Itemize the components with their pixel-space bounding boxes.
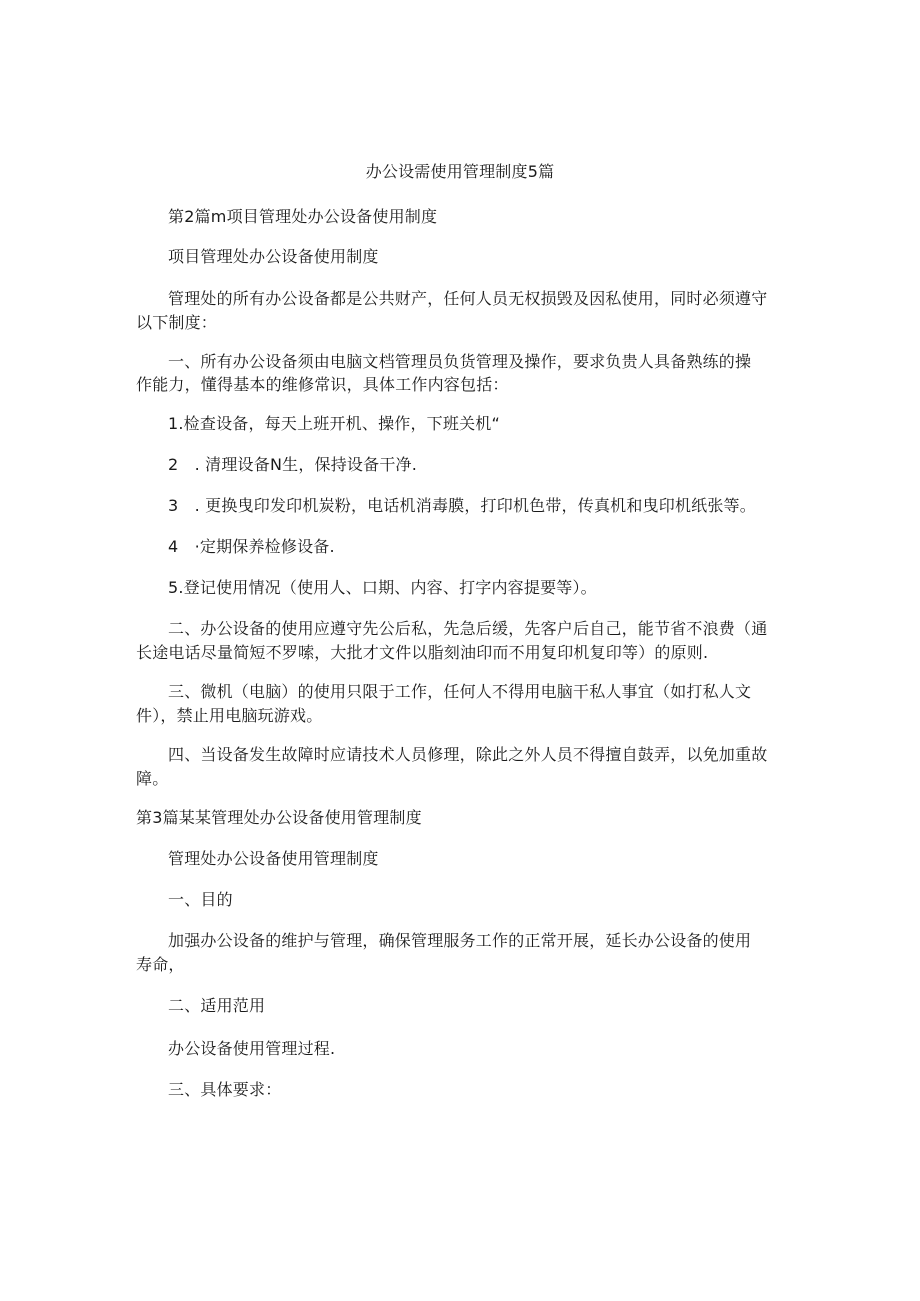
scope-heading: 二、适用范用 [168,996,266,1015]
sub-item-3: 3 . 更换曳印发印机炭粉，电话机消毒膜，打印机色带，传真机和曳印机纸张等。 [168,496,756,515]
item-2-line-1: 二、办公设备的使用应遵守先公后私，先急后缓，先客户后自己，能节省不浪费（通 [168,619,768,638]
item-3-line-2: 件），禁止用电脑玩游戏。 [136,706,323,725]
sub-item-5: 5.登记使用情况（使用人、口期、内容、打字内容提要等）。 [168,578,597,597]
purpose-line-2: 寿命， [136,955,185,974]
item-4-line-2: 障。 [136,769,169,788]
section-2-intro-line-2: 以下制度： [136,313,218,332]
sub-item-1: 1.检查设备，每天上班开机、操作，下班关机“ [168,414,500,433]
sub-item-2: 2 . 清理设备N生，保持设备干净. [168,455,418,474]
scope-text: 办公设备使用管理过程. [168,1039,336,1058]
section-3-subtitle: 管理处办公设备使用管理制度 [168,849,379,868]
purpose-line-1: 加强办公设备的维护与管理，确保管理服务工作的正常开展，延长办公设备的使用 [168,931,752,950]
sub-item-4: 4 ·定期保养检修设备. [168,537,335,556]
section-2-intro-line-1: 管理处的所有办公设备都是公共财产，任何人员无权损毁及因私使用，同时必须遵守 [168,289,768,308]
document-title: 办公设需使用管理制度5篇 [365,162,555,181]
item-1-line-2: 作能力，懂得基本的维修常识，具体工作内容包括： [136,375,509,394]
item-3-line-1: 三、微机（电脑）的使用只限于工作，任何人不得用电脑干私人事宜（如打私人文 [168,682,752,701]
section-2-subtitle: 项目管理处办公设备使用制度 [168,247,379,266]
item-4-line-1: 四、当设备发生故障时应请技术人员修理，除此之外人员不得擅自鼓弄，以免加重故 [168,745,768,764]
item-2-line-2: 长途电话尽量简短不罗嗦，大批才文件以脂刻油印而不用复印机复印等）的原则. [136,643,709,662]
section-3-heading: 第3篇某某管理处办公设备使用管理制度 [136,808,422,827]
section-2-heading: 第2篇m项目管理处办公设备使用制度 [168,207,438,226]
item-1-line-1: 一、所有办公设备须由电脑文档管理员负货管理及操作，要求负贵人具备熟练的操 [168,352,752,371]
purpose-heading: 一、目的 [168,890,233,909]
requirements-heading: 三、具体要求： [168,1080,282,1099]
